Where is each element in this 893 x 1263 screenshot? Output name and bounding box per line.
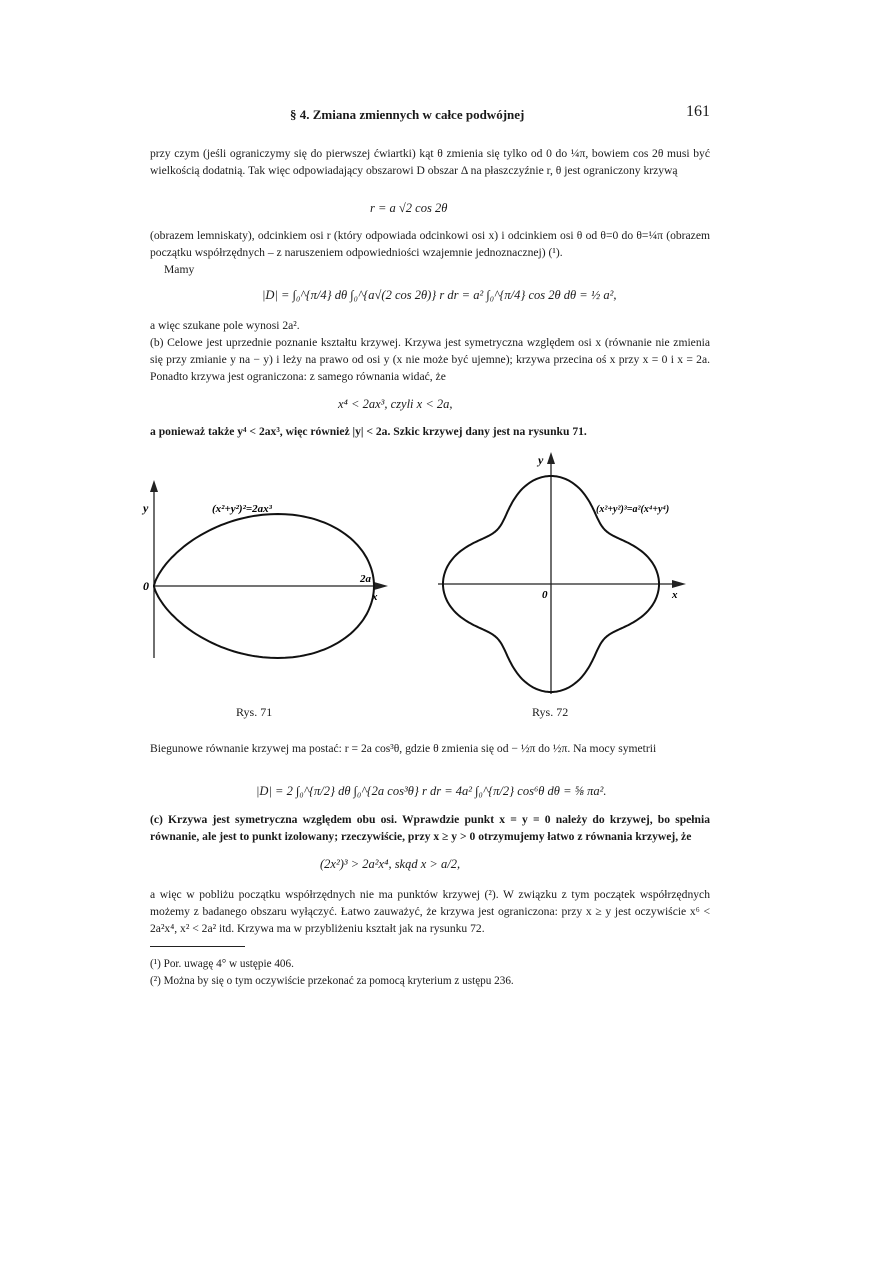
paragraph-8: a więc w pobliżu początku współrzędnych nie ma punktów krzywej (²). W związku z tym początek współrzędnych możemy z badanego obszaru wyłączyć. Łatwo zauważyć, że krzywa jest ograniczona: przy x ≥ y jest oczywiście x⁶ < 2a²x⁴, x² < 2a² itd. Krzywa ma w przybliżeniu kształt jak na rysunku 72. [150, 888, 710, 935]
footnote-2: (²) Można by się o tym oczywiście przekonać za pomocą kryterium z ustępu 236. [150, 975, 514, 987]
equation-area-lemniscate: |D| = ∫₀^{π/4} dθ ∫₀^{a√(2 cos 2θ)} r dr = a² ∫₀^{π/4} cos 2θ dθ = ½ a², [262, 288, 617, 302]
figure-72 [430, 448, 710, 698]
paragraph-7: (c) Krzywa jest symetryczna względem obu osi. Wprawdzie punkt x = y = 0 należy do krzywej, bo spełnia równanie, ale jest to punkt izolowany; rzeczywiście, przy x ≥ y > 0 otrzymujemy łatwo z równania krzywej, że [150, 813, 710, 843]
running-header: § 4. Zmiana zmiennych w całce podwójnej [290, 107, 525, 122]
fig71-origin-label: 0 [143, 579, 149, 593]
fig72-equation: (x²+y²)³=a²(x⁴+y⁴) [596, 504, 670, 515]
equation-lemniscate-polar: r = a √2 cos 2θ [370, 201, 448, 215]
fig72-origin-label: 0 [542, 589, 548, 601]
paragraph-3: a więc szukane pole wynosi 2a². [150, 319, 300, 332]
fig72-x-arrow [672, 580, 686, 588]
equation-area-cardioid: |D| = 2 ∫₀^{π/2} dθ ∫₀^{2a cos³θ} r dr = 4a² ∫₀^{π/2} cos⁶θ dθ = ⅝ πa². [256, 784, 607, 798]
fig72-y-label: y [538, 453, 544, 467]
fig71-y-arrow [150, 480, 158, 492]
mamy-label: Mamy [164, 263, 195, 276]
fig71-y-label: y [143, 501, 149, 515]
fig71-x-label: x [372, 591, 378, 603]
fig71-equation: (x²+y²)²=2ax³ [212, 503, 272, 515]
fig72-y-arrow [547, 452, 555, 464]
footnote-rule [150, 946, 245, 947]
paragraph-2: (obrazem lemniskaty), odcinkiem osi r (który odpowiada odcinkowi osi x) i odcinkiem osi θ od θ=0 do θ=¼π (obrazem początku współrzędnych – z naruszeniem odpowiedniości wzajemnie jednoznacznej) (¹). [150, 229, 710, 259]
paragraph-5: a ponieważ także y⁴ < 2ax³, więc również |y| < 2a. Szkic krzywej dany jest na rysunku 71. [150, 425, 587, 438]
fig71-caption: Rys. 71 [236, 705, 273, 719]
equation-inequality-x: x⁴ < 2ax³, czyli x < 2a, [338, 397, 453, 411]
paragraph-6: Biegunowe równanie krzywej ma postać: r = 2a cos³θ, gdzie θ zmienia się od − ½π do ½π. Na mocy symetrii [150, 742, 657, 755]
fig72-x-label: x [672, 589, 678, 601]
page-number: 161 [686, 103, 710, 120]
footnote-1: (¹) Por. uwagę 4° w ustępie 406. [150, 958, 294, 970]
paragraph-4: (b) Celowe jest uprzednie poznanie kształtu krzywej. Krzywa jest symetryczna względem osi x (równanie nie zmienia się przy zmianie y na − y) i leży na prawo od osi y (x nie może być ujemne); krzywa przecina oś x przy x = 0 i x = 2a. Ponadto krzywa jest ograniczona: z samego równania widać, że [150, 336, 710, 383]
fig71-2a-label: 2a [360, 573, 371, 585]
figure-71 [140, 478, 400, 668]
paragraph-1: przy czym (jeśli ograniczymy się do pierwszej ćwiartki) kąt θ zmienia się tylko od 0 do ¼π, bowiem cos 2θ musi być wielkością dodatnią. Tak więc odpowiadający obszarowi D obszar Δ na płaszczyźnie r, θ jest ograniczony krzywą [150, 147, 710, 177]
equation-inequality-c: (2x²)³ > 2a²x⁴, skąd x > a/2, [320, 857, 461, 871]
fig71-x-arrow [374, 582, 388, 590]
fig72-caption: Rys. 72 [532, 705, 569, 719]
